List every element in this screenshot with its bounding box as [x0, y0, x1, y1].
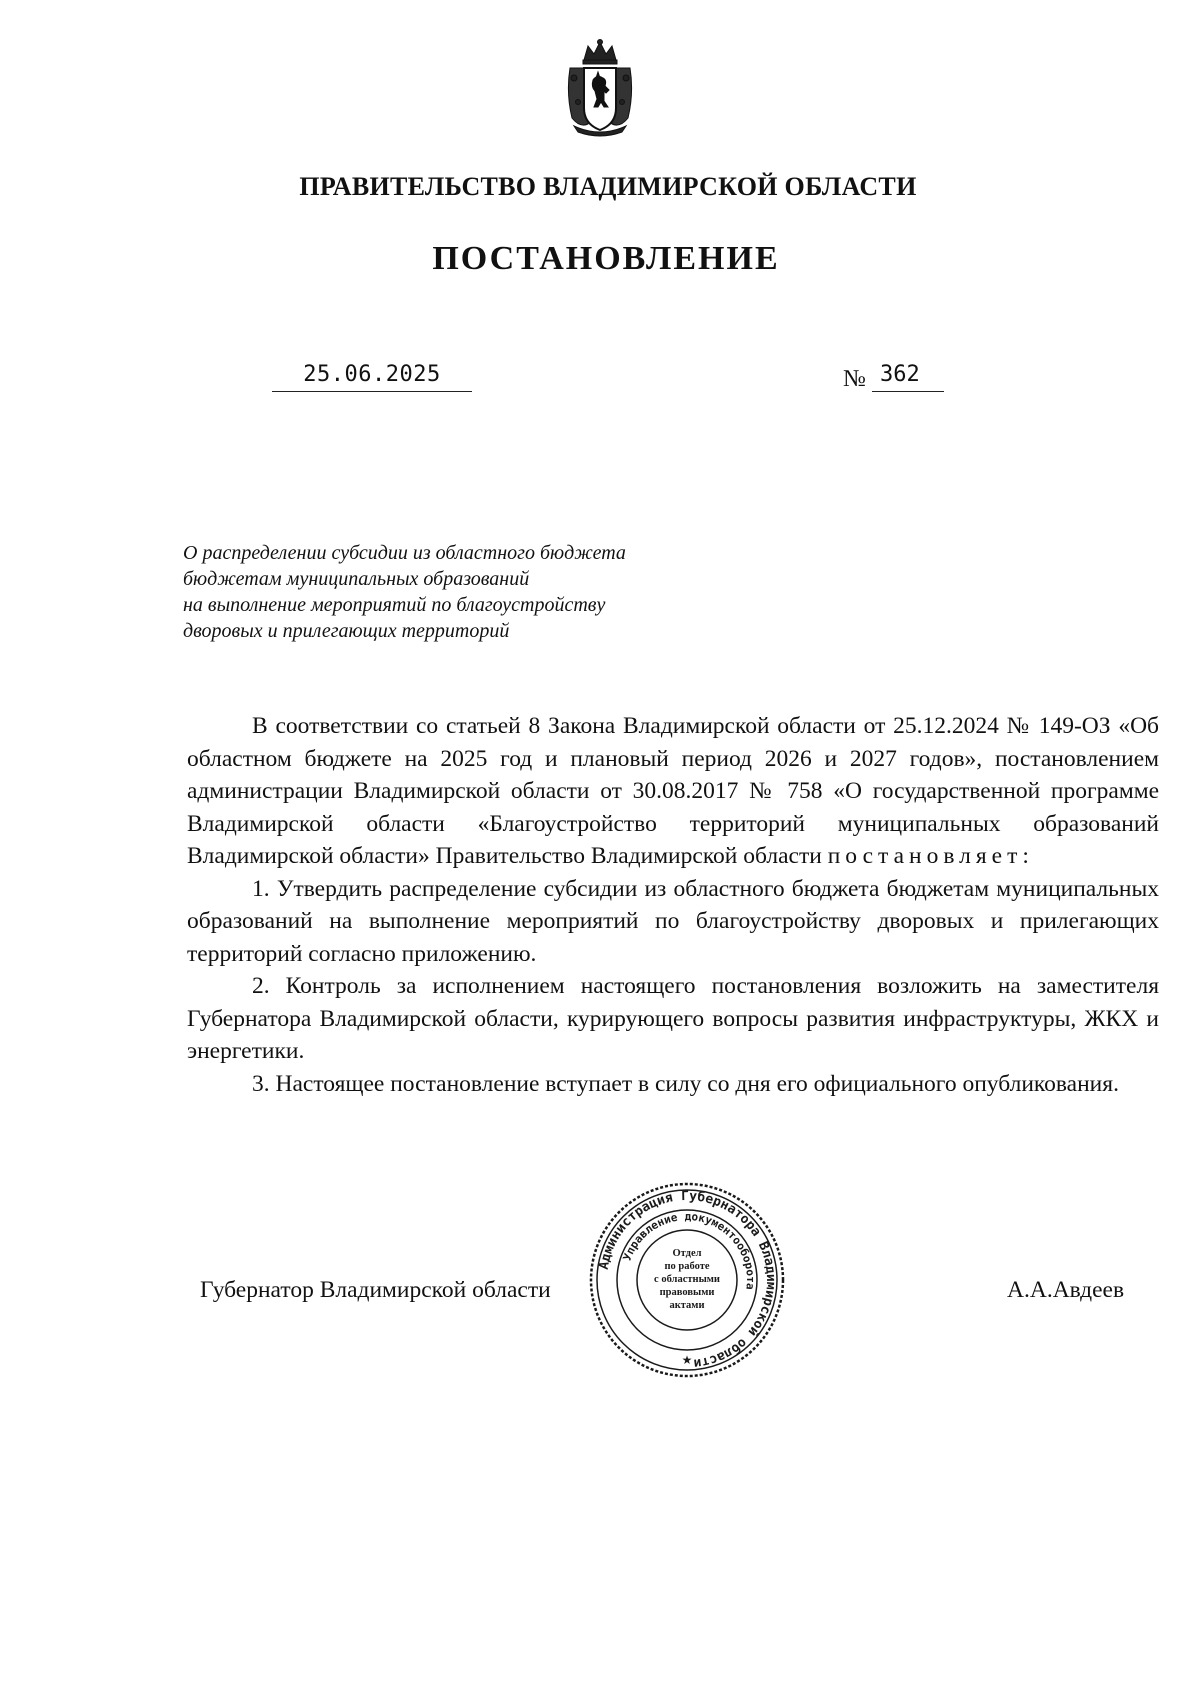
- signatory-name: А.А.Авдеев: [1007, 1277, 1125, 1303]
- subject-line: дворовых и прилегающих территорий: [183, 620, 510, 642]
- document-body: [187, 710, 1159, 1100]
- document-number: 362: [872, 362, 944, 392]
- seal-center-line: правовыми: [659, 1287, 715, 1298]
- official-seal: [587, 1180, 787, 1380]
- seal-inner-text: Управление документооборота: [620, 1209, 758, 1291]
- seal-center-line: Отдел: [672, 1248, 702, 1259]
- seal-center-line: с областными: [654, 1274, 720, 1285]
- document-date: 25.06.2025: [272, 362, 472, 392]
- number-sign-label: №: [843, 366, 866, 392]
- resolution-item: 3. Настоящее постановление вступает в силу со дня его официального опубликования.: [252, 1070, 1119, 1097]
- signatory-role: Губернатор Владимирской области: [200, 1277, 551, 1303]
- subject-line: бюджетам муниципальных образований: [183, 568, 530, 590]
- resolution-item: 1. Утвердить распределение субсидии из областного бюджета бюджетам муниципальных образований на выполнение мероприятий по благоустройству дворовых и прилегающих территорий согласно приложению.: [187, 875, 1159, 967]
- subject-line: на выполнение мероприятий по благоустройству: [183, 594, 606, 616]
- resolves-word: постановляет:: [827, 843, 1034, 869]
- government-title: ПРАВИТЕЛЬСТВО ВЛАДИМИРСКОЙ ОБЛАСТИ: [299, 172, 917, 201]
- seal-outer-text: Администрация Губернатора Владимирской области: [596, 1188, 779, 1371]
- preamble-text: В соответствии со статьей 8 Закона Владимирской области от 25.12.2024 № 149-ОЗ «Об областном бюджете на 2025 год и плановый период 2026 и 2027 годов», постановлением администрации Владимирской области от 30.08.2017 № 758 «О государственной программе Владимирской области «Благоустройство территорий муниципальных образований Владимирской области» Правительство Владимирской области: [187, 713, 1159, 869]
- seal-center-line: по работе: [664, 1261, 710, 1272]
- document-type-heading: ПОСТАНОВЛЕНИЕ: [432, 240, 780, 277]
- seal-star-icon: ★: [681, 1353, 693, 1367]
- seal-center-line: актами: [669, 1300, 705, 1311]
- document-subject: [183, 540, 743, 644]
- preamble-paragraph: [187, 710, 1159, 873]
- subject-line: О распределении субсидии из областного бюджета: [183, 542, 626, 564]
- resolution-item: 2. Контроль за исполнением настоящего постановления возложить на заместителя Губернатора Владимирской области, курирующего вопросы развития инфраструктуры, ЖКХ и энергетики.: [187, 973, 1159, 1064]
- coat-of-arms-icon: [560, 38, 640, 138]
